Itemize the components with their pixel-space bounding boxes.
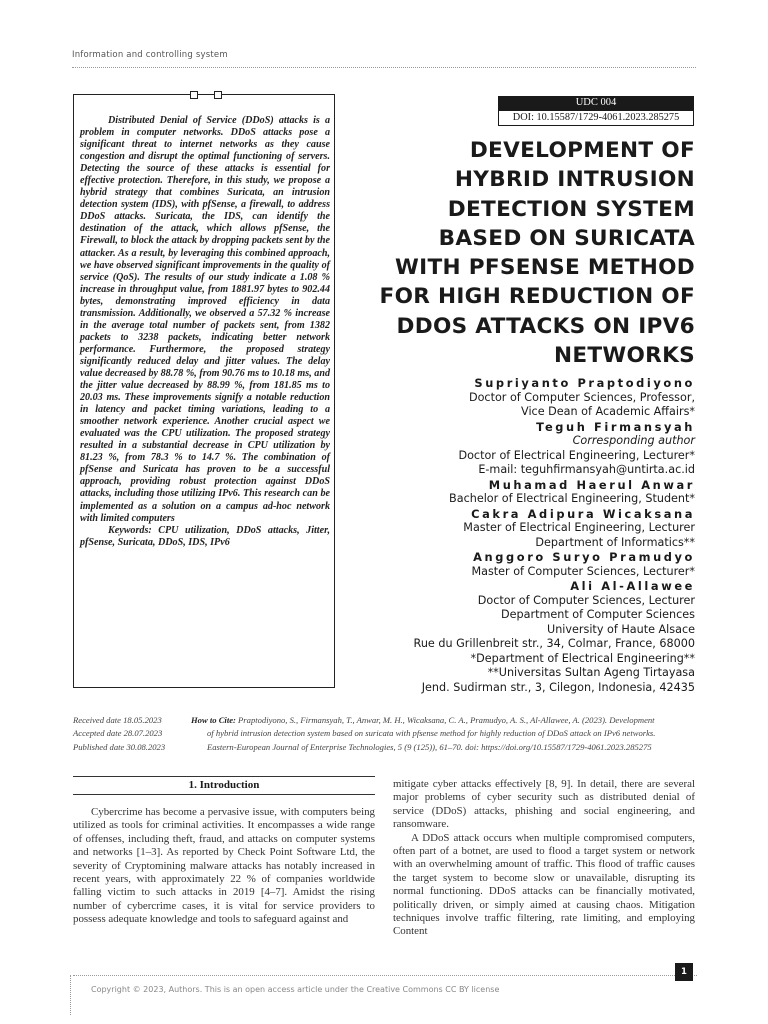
running-head: Information and controlling system — [72, 50, 228, 60]
accepted-date: Accepted date 28.07.2023 — [73, 728, 163, 739]
page-number: 1 — [675, 963, 693, 981]
title-line: DETECTION SYSTEM — [447, 196, 695, 222]
author-name: Ali Al-Allawee — [570, 579, 695, 593]
author-name: Supriyanto Praptodiyono — [474, 376, 695, 390]
author-affiliation: Department of Computer Sciences — [501, 608, 695, 621]
paragraph: A DDoS attack occurs when multiple compromised computers, often part of a botnet, are used to flood a target system or network with an overwhelming amount of traffic. This flood of traffic causes the target system to become slow or unavailable, disrupting its normal functioning. DDoS attacks can be financially motivated, politically driven, or simply aimed at causing chaos. Mitigation techniques involve traffic filtering, rate limiting, and employing Content — [393, 831, 695, 938]
box-notch — [190, 91, 198, 99]
udc-label: UDC 004 — [498, 96, 694, 110]
author-name: Teguh Firmansyah — [536, 419, 695, 434]
author-affiliation: Doctor of Electrical Engineering, Lecturer* — [458, 448, 695, 462]
header-rule — [72, 67, 696, 68]
author-affiliation: Master of Computer Sciences, Lecturer* — [471, 564, 695, 578]
author-affiliation: Bachelor of Electrical Engineering, Student* — [449, 492, 695, 505]
box-notch — [214, 91, 222, 99]
paper-title — [365, 136, 695, 370]
cite-line: of hybrid intrusion detection system based on suricata with pfsense method for highly reduction of DDoS attack on IPv6 networks. — [207, 728, 656, 739]
author-affiliation: **Universitas Sultan Ageng Tirtayasa — [487, 666, 695, 679]
received-date: Received date 18.05.2023 — [73, 715, 162, 725]
author-name: Anggoro Suryo Pramudyo — [473, 550, 695, 564]
title-line: DEVELOPMENT OF — [469, 138, 695, 163]
keywords: Keywords: CPU utilization, DDoS attacks, Jitter, pfSense, Suricata, DDoS, IDS, IPv6 — [80, 524, 330, 548]
footer-bracket — [70, 975, 77, 1015]
corresponding-author-note: Corresponding author — [572, 434, 695, 447]
abstract — [80, 115, 330, 549]
title-line: HYBRID INTRUSION — [454, 167, 695, 193]
cite-line: Praptodiyono, S., Firmansyah, T., Anwar, M. H., Wicaksana, C. A., Pramudyo, A. S., Al-Allawee, A. (2023). Development — [238, 715, 655, 725]
author-address: Rue du Grillenbreit str., 34, Colmar, France, 68000 — [413, 637, 695, 650]
title-line: NETWORKS — [553, 343, 695, 369]
article-dates — [73, 714, 193, 754]
cite-lead: How to Cite: — [191, 715, 236, 725]
footer-rule — [73, 975, 697, 976]
author-affiliation: Doctor of Computer Sciences, Lecturer — [477, 593, 695, 607]
cite-line: Eastern-European Journal of Enterprise Technologies, 5 (9 (125)), 61–70. doi: https://doi.org/10.15587/1729-4061.2023.285275 — [207, 741, 652, 752]
title-line: BASED ON SURICATA — [438, 225, 695, 251]
author-affiliation: Vice Dean of Academic Affairs* — [521, 405, 695, 418]
copyright-notice: Copyright © 2023, Authors. This is an open access article under the Creative Commons CC BY license — [91, 985, 500, 994]
author-affiliation: Department of Informatics** — [535, 535, 695, 549]
udc-doi-block — [498, 96, 694, 126]
body-column-right — [393, 778, 695, 939]
author-list — [375, 376, 695, 695]
published-date: Published date 30.08.2023 — [73, 741, 166, 752]
doi-label: DOI: 10.15587/1729-4061.2023.285275 — [498, 110, 694, 126]
abstract-body: Distributed Denial of Service (DDoS) attacks is a problem in computer networks. DDoS attacks pose a significant threat to internet networks as they cause congestion and disrupt the optimal functioning of servers. Detecting the source of these attacks is essential for effective protection. Therefore, in this study, we propose a hybrid strategy that combines Suricata, an intrusion detection system (IDS), with pfSense, a firewall, to address DDoS attacks. Suricata, the IDS, can identify the destination of the attack, which allows pfSense, the Firewall, to block the attack by dropping packets sent by the attacker. As a result, by leveraging this combined approach, we have observed significant improvements in the quality of service (QoS). The results of our study indicate a 1.08 % increase in throughput value, from 1881.97 bytes to 902.44 bytes, demonstrating improved efficiency in data transmission. Additionally, we observed a 57.32 % increase in the average total number of packets sent, from 1382 packets to 3238 packets, indicating better network performance. Furthermore, the proposed strategy significantly reduced delay and jitter values. The delay value decreased by 88.78 %, from 90.76 ms to 10.18 ms, and the jitter value decreased by 88.99 %, from 181.85 ms to 20.03 ms. These improvements signify a notable reduction in latency and packet timing variations, leading to a smoother network experience. Another crucial aspect we evaluated was the CPU utilization. The proposed strategy resulted in a substantial decrease in CPU utilization by 81.23 %, from 78.3 % to 14.7 %. The combination of pfSense and Suricata has proven to be a successful approach, providing robust protection against DDoS attacks, including those utilizing IPv6. This research can be implemented as a solution on a campus ad-hoc network with limited computers — [80, 115, 330, 524]
author-address: Jend. Sudirman str., 3, Cilegon, Indonesia, 42435 — [421, 680, 695, 694]
title-line: WITH PFSENSE METHOD — [395, 255, 695, 281]
paragraph: Cybercrime has become a pervasive issue, with computers being utilized as tools for criminal activities. It encompasses a wide range of offenses, including theft, fraud, and attacks on computer systems and networks [1–3]. As reported by Check Point Software Ltd, the severity of Cryptomining malware attacks has notably increased in recent years, with approximately 22 % of companies worldwide falling victim to such attacks in 2019 [4–7]. Amidst the rising number of cybercrime cases, it is vital for service providers to possess adequate knowledge and tools to safeguard against and — [73, 806, 375, 926]
author-affiliation: *Department of Electrical Engineering** — [470, 651, 695, 665]
title-line: FOR HIGH REDUCTION OF — [379, 284, 695, 310]
author-affiliation: Doctor of Computer Sciences, Professor, — [468, 390, 695, 404]
how-to-cite — [191, 714, 697, 754]
section-heading: 1. Introduction — [73, 776, 375, 795]
author-affiliation: Master of Electrical Engineering, Lecturer — [463, 521, 695, 534]
title-line: DDOS ATTACKS ON IPV6 — [396, 313, 695, 339]
author-email: E-mail: teguhfirmansyah@untirta.ac.id — [478, 463, 695, 476]
author-affiliation: University of Haute Alsace — [547, 622, 695, 636]
body-column-left — [73, 806, 375, 927]
author-name: Muhamad Haerul Anwar — [488, 477, 695, 492]
paragraph: mitigate cyber attacks effectively [8, 9]. In detail, there are several major problems of cyber security such as distributed denial of service (DDoS) attacks, phishing and social engineering, and ransomware. — [393, 778, 695, 831]
author-name: Cakra Adipura Wicaksana — [471, 506, 695, 521]
